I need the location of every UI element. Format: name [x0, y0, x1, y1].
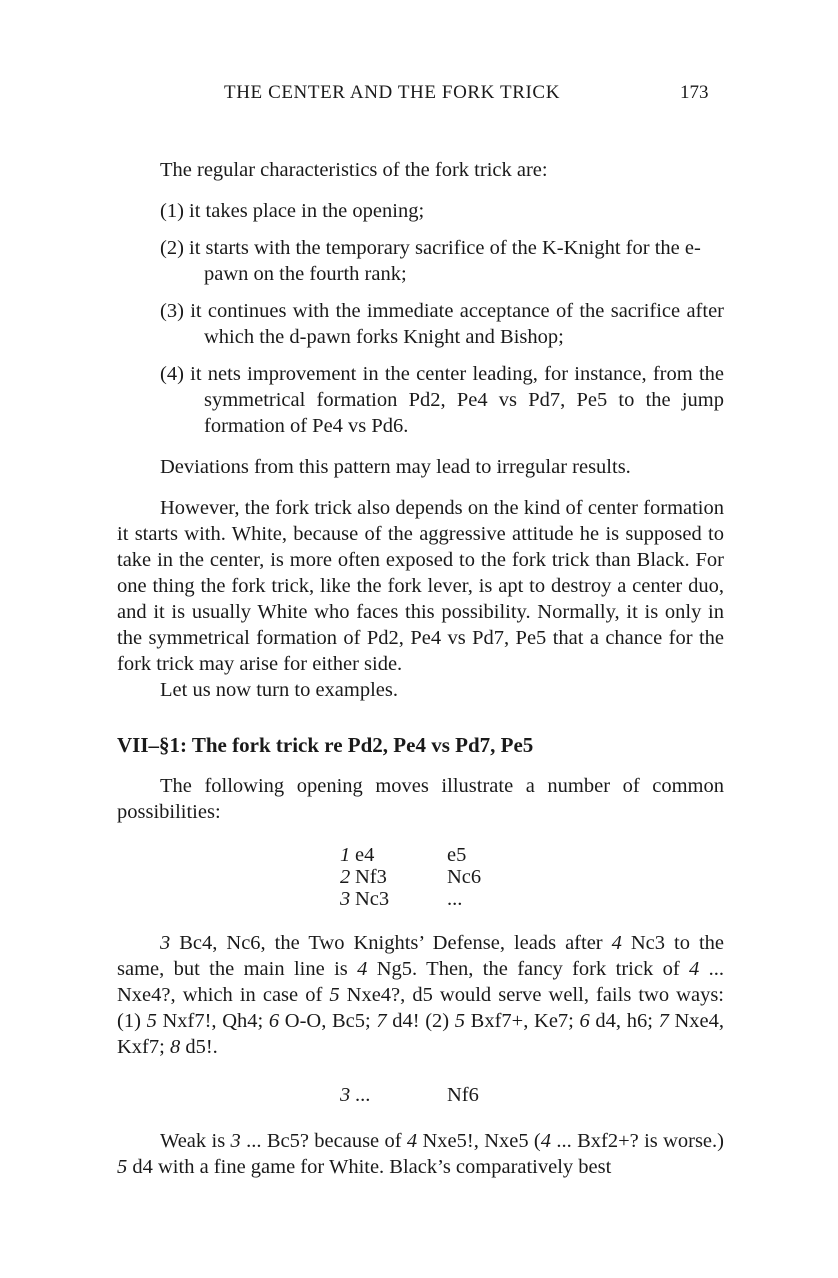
- black-move: Nc6: [447, 866, 482, 888]
- move-ref: 4: [689, 958, 700, 980]
- however-paragraph: However, the fork trick also depends on the kind of center formation it starts with. White, because of the aggressive attitude he is supposed to take in the center, is more often exposed to the fork trick than Black. For one thing the fork trick, like the fork lever, is apt to destroy a center duo, and it is usually White who faces this possibility. Normally, it is only in the symmetrical formation of Pd2, Pe4 vs Pd7, Pe5 that a chance for the fork trick may arise for either side.: [117, 497, 724, 675]
- move-row: [117, 886, 724, 908]
- list-item: (2) it starts with the temporary sacrifice of the K-Knight for the e-pawn on the fourth rank;: [160, 237, 701, 285]
- move-ref: 5: [454, 1010, 466, 1032]
- move-ref: 3: [160, 932, 171, 954]
- section-heading: VII–§1: The fork trick re Pd2, Pe4 vs Pd7, Pe5: [117, 733, 534, 757]
- move-ref: 4: [611, 932, 622, 954]
- text-run: Bc4, Nc6, the Two Knights’ Defense, leads after: [170, 932, 612, 954]
- move-row: [117, 1082, 724, 1108]
- list-item: (3) it continues with the immediate acceptance of the sacrifice after which the d-pawn forks Knight and Bishop;: [160, 300, 724, 348]
- move-number: 3: [340, 888, 351, 910]
- text-run: Bxf7+, Ke7;: [465, 1010, 580, 1032]
- list-item: (1) it takes place in the opening;: [160, 200, 425, 222]
- move-number: 2: [340, 866, 351, 888]
- move-ref: 8: [169, 1036, 181, 1058]
- white-move: e4: [355, 844, 375, 866]
- text-run: d5!.: [180, 1036, 218, 1058]
- text-run: Ng5. Then, the fancy fork trick of: [367, 958, 690, 980]
- white-move: Nc3: [355, 888, 390, 910]
- black-move: Nf6: [447, 1084, 479, 1106]
- bc4-paragraph: [117, 930, 724, 1060]
- deviations-paragraph: Deviations from this pattern may lead to irregular results.: [160, 456, 631, 478]
- text-run: Nxe4?, d5 would serve well, fails two ways: (1): [117, 984, 725, 1032]
- move-ref: 7: [376, 1010, 387, 1032]
- black-move: ...: [447, 888, 463, 910]
- text-run: O-O, Bc5;: [279, 1010, 377, 1032]
- text-run: ... Bc5? because of: [240, 1130, 407, 1152]
- following-paragraph: The following opening moves illustrate a number of common possibilities:: [117, 775, 724, 823]
- move-number: 1: [340, 844, 351, 866]
- move-ref: 5: [329, 984, 340, 1006]
- white-move: ...: [355, 1084, 371, 1106]
- page-body: [117, 157, 724, 1180]
- move-ref: 6: [268, 1010, 280, 1032]
- move-ref: 4: [540, 1130, 552, 1152]
- text-run: Nxe4, Kxf7;: [117, 1010, 724, 1058]
- black-move: e5: [447, 844, 467, 866]
- weak-paragraph: [117, 1128, 724, 1180]
- examples-paragraph: Let us now turn to examples.: [160, 679, 398, 701]
- move-ref: 7: [658, 1010, 669, 1032]
- list-item: (4) it nets improvement in the center leading, for instance, from the symmetrical formation Pd2, Pe4 vs Pd7, Pe5 to the jump formation of Pe4 vs Pd6.: [160, 363, 724, 437]
- text-run: d4, h6;: [589, 1010, 659, 1032]
- text-run: ... Nxe4?, which in case of: [117, 958, 725, 1006]
- text-run: Nc3 to the same, but the main line is: [117, 932, 724, 980]
- move-ref: 4: [357, 958, 368, 980]
- intro-paragraph: The regular characteristics of the fork trick are:: [160, 159, 548, 181]
- move-row: [117, 864, 724, 886]
- move-ref: 6: [579, 1010, 590, 1032]
- text-run: Nxf7!, Qh4;: [156, 1010, 269, 1032]
- move-ref: 5: [146, 1010, 157, 1032]
- move-ref: 5: [117, 1156, 128, 1178]
- running-title: THE CENTER AND THE FORK TRICK: [224, 82, 561, 103]
- text-run: Weak is: [160, 1130, 231, 1152]
- running-header: [0, 82, 838, 106]
- move-number: 3: [340, 1084, 351, 1106]
- characteristics-list: [160, 198, 724, 439]
- move-row: [117, 842, 724, 864]
- text-run: Nxe5!, Nxe5 (: [417, 1130, 541, 1152]
- move-ref: 3: [230, 1130, 241, 1152]
- text-run: ... Bxf2+? is worse.): [551, 1130, 724, 1152]
- text-run: d4! (2): [386, 1010, 455, 1032]
- white-move: Nf3: [355, 866, 387, 888]
- page-number: 173: [680, 82, 709, 103]
- opening-moves: [117, 842, 724, 908]
- text-run: d4 with a fine game for White. Black’s comparatively best: [127, 1156, 612, 1178]
- move-ref: 4: [406, 1130, 418, 1152]
